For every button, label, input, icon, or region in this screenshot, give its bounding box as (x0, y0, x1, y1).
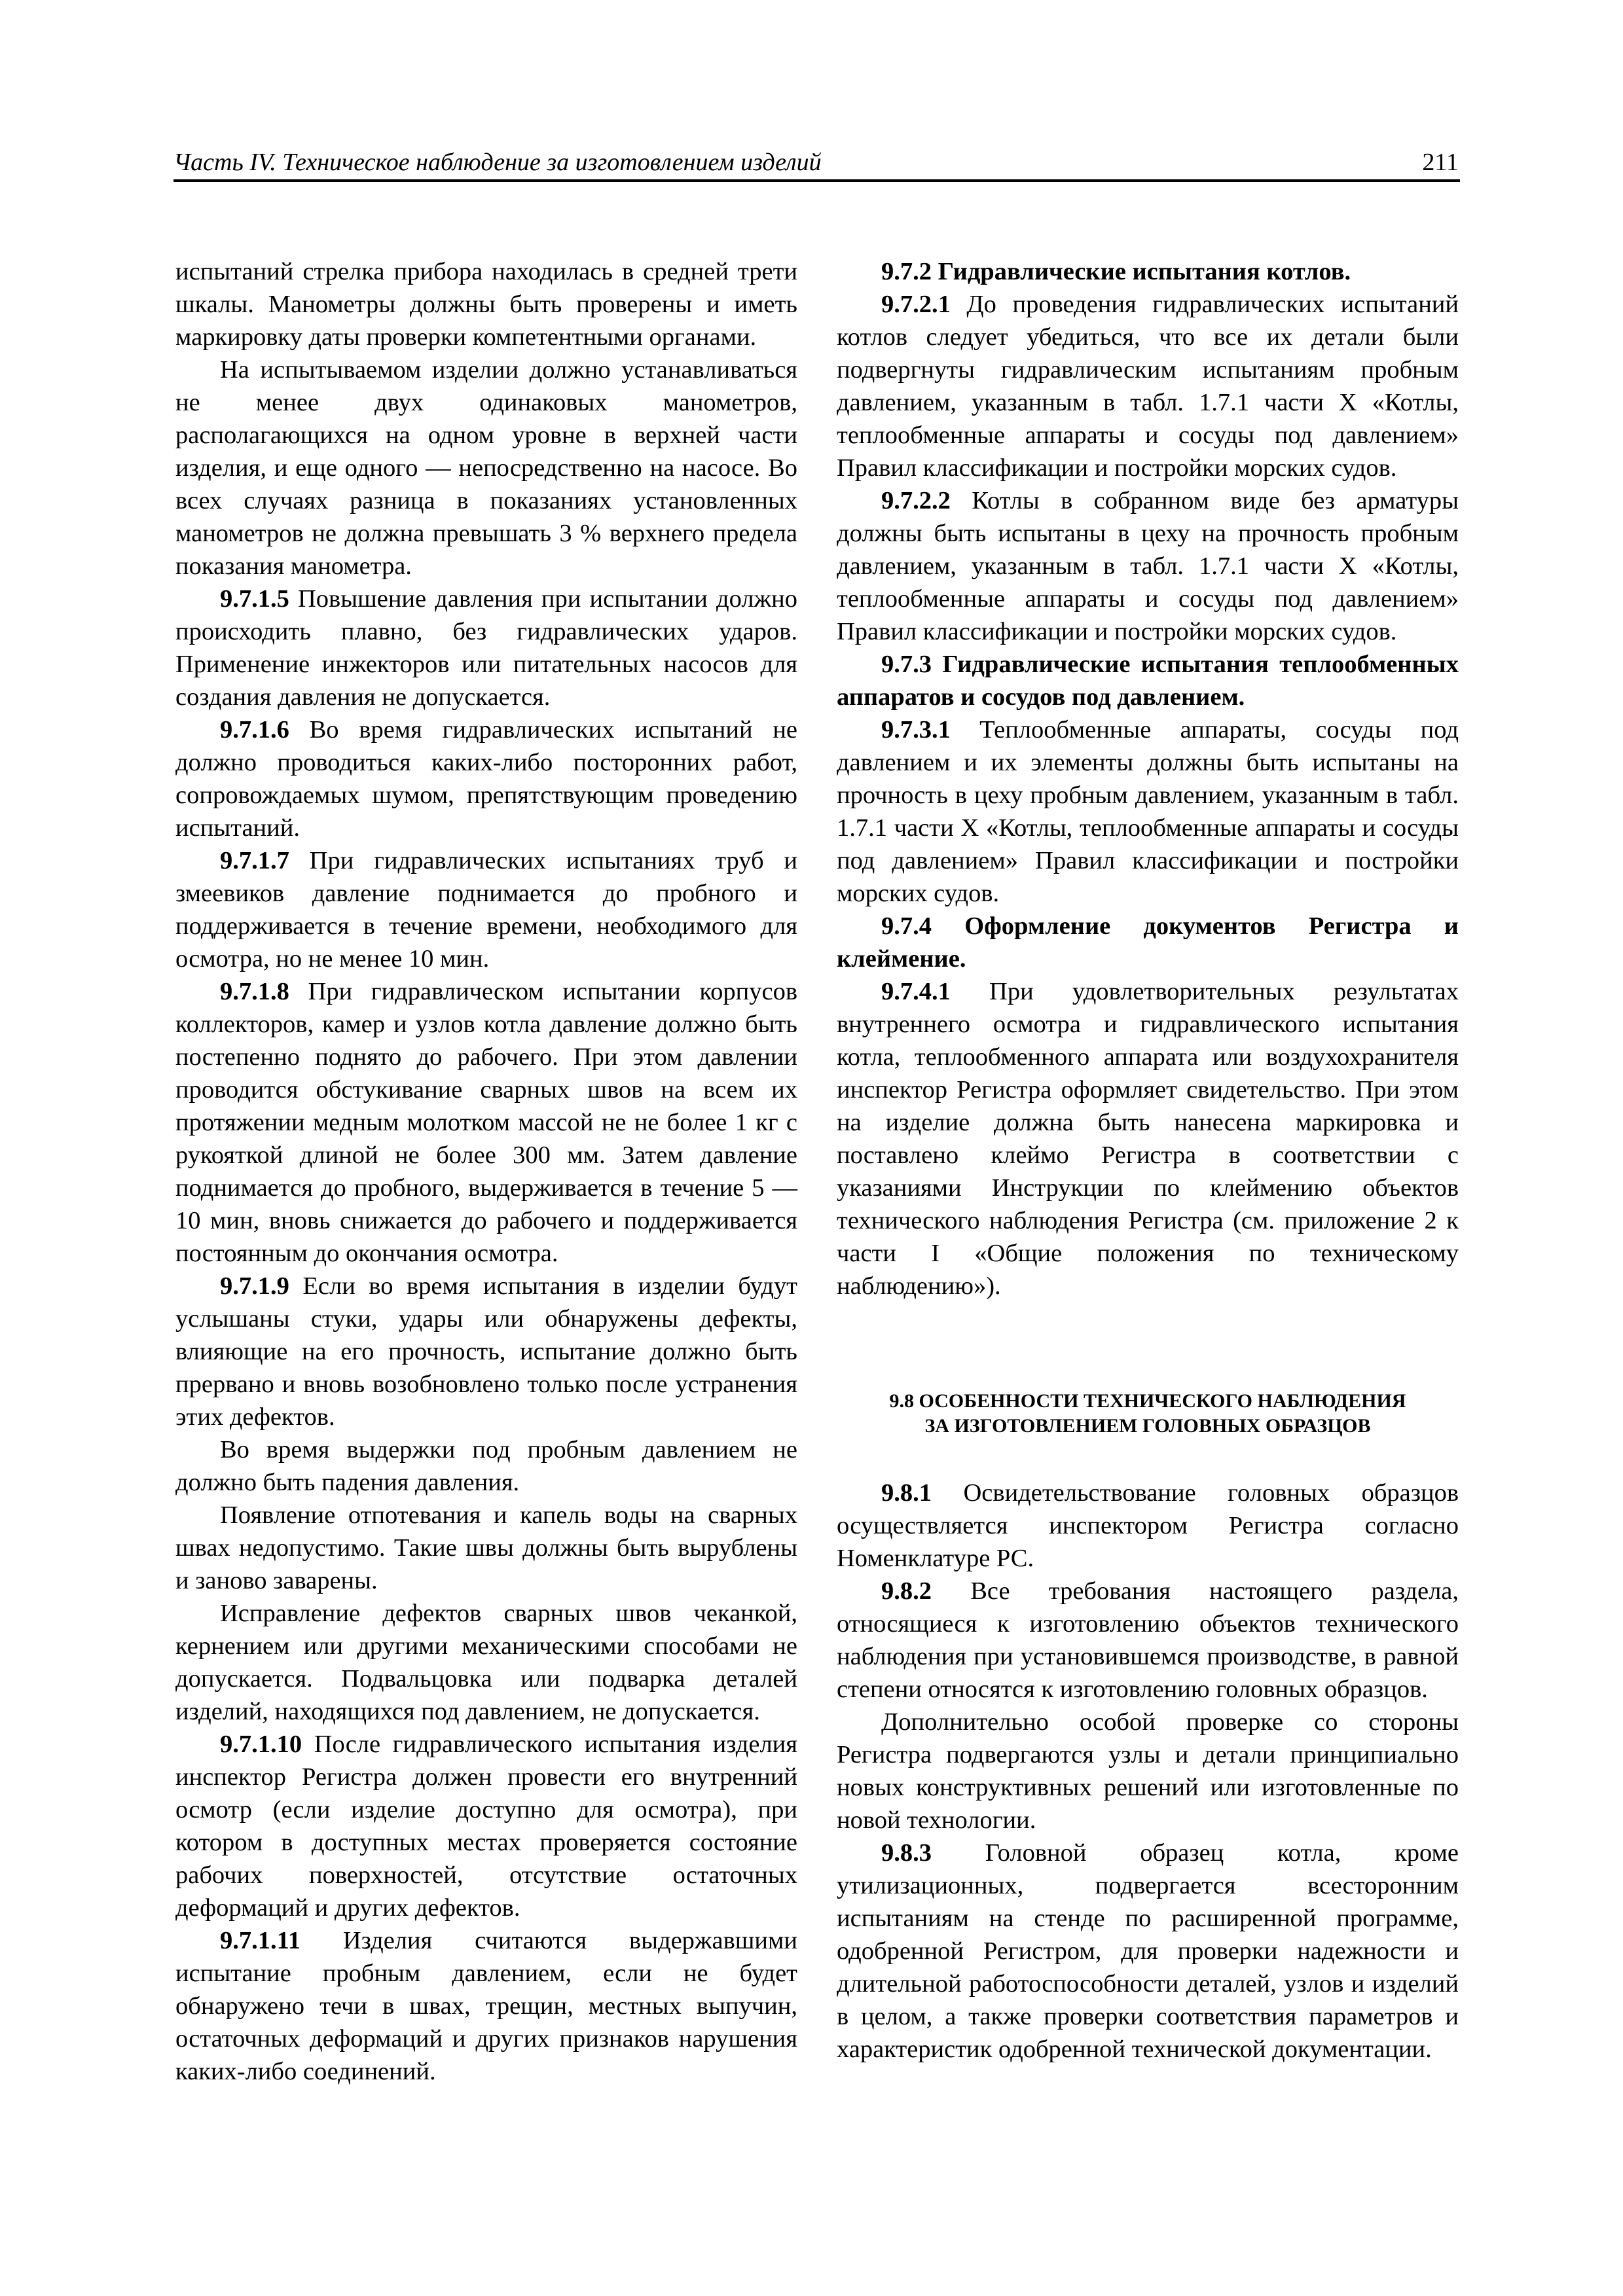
section-heading-line: ЗА ИЗГОТОВЛЕНИЕМ ГОЛОВНЫХ ОБРАЗЦОВ (924, 1415, 1371, 1437)
paragraph-9-7-1-10: 9.7.1.10 После гидравлического испытания изделия инспектор Регистра должен провести его внутренний осмотр (если изделие доступно для осмотра), при котором в доступных местах проверяется состояние рабочих поверхностей, отсутствие остаточных деформаций и других дефектов. (175, 1731, 797, 1922)
page-number: 211 (1422, 149, 1459, 176)
clause-number: 9.8.3 (881, 1839, 932, 1867)
running-header (173, 145, 1460, 182)
left-column (175, 255, 797, 2088)
clause-number: 9.7.1.6 (220, 716, 289, 744)
clause-number: 9.8.2 (881, 1577, 932, 1605)
paragraph: На испытываемом изделии должно устанавливаться не менее двух одинаковых манометров, располагающихся на одном уровне в верхней части изделия, и еще одного — непосредственно на насосе. Во всех случаях разница в показаниях установленных манометров не должна превышать 3 % верхнего предела показания манометра. (175, 356, 797, 580)
paragraph-9-8-2: 9.8.2 Все требования настоящего раздела, относящиеся к изготовлению объектов технического наблюдения при установившемся производстве, в равной степени относятся к изготовлению головных образцов. (837, 1577, 1459, 1703)
paragraph-9-7-1-7: 9.7.1.7 При гидравлических испытаниях труб и змеевиков давление поднимается до пробного и поддерживается в течение времени, необходимого для осмотра, но не менее 10 мин. (175, 847, 797, 973)
paragraph-9-8-1: 9.8.1 Освидетельствование головных образцов осуществляется инспектором Регистра согласно Номенклатуре РС. (837, 1479, 1459, 1572)
clause-number: 9.7.1.8 (220, 978, 289, 1005)
clause-number: 9.7.1.11 (220, 1927, 301, 1954)
clause-number: 9.7.2.2 (881, 487, 951, 514)
header-title: Часть IV. Техническое наблюдение за изготовлением изделий (173, 149, 822, 176)
section-gap (837, 1439, 1459, 1477)
paragraph-9-7-1-6: 9.7.1.6 Во время гидравлических испытаний не должно проводиться каких-либо посторонних работ, сопровождаемых шумом, препятствующим проведению испытаний. (175, 716, 798, 842)
paragraph: испытаний стрелка прибора находилась в средней трети шкалы. Манометры должны быть проверены и иметь маркировку даты проверки компетентными органами. (175, 258, 797, 351)
paragraph-9-7-2-2: 9.7.2.2 Котлы в собранном виде без арматуры должны быть испытаны в цеху на прочность пробным давлением, указанным в табл. 1.7.1 части X «Котлы, теплообменные аппараты и сосуды под давлением» Правил классификации и постройки морских судов. (837, 487, 1459, 645)
clause-number: 9.7.1.5 (220, 585, 289, 613)
clause-number: 9.8.1 (881, 1479, 932, 1507)
paragraph-9-7-1-5: 9.7.1.5 Повышение давления при испытании должно происходить плавно, без гидравлических ударов. Применение инжекторов или питательных насосов для создания давления не допускается. (175, 585, 797, 711)
section-heading-line: 9.8 ОСОБЕННОСТИ ТЕХНИЧЕСКОГО НАБЛЮДЕНИЯ (889, 1390, 1406, 1412)
heading-9-7-4: 9.7.4 Оформление документов Регистра и клеймение. (837, 912, 1459, 973)
clause-number: 9.7.4.1 (881, 978, 951, 1005)
clause-number: 9.7.3.1 (881, 716, 951, 744)
paragraph-9-7-1-11: 9.7.1.11 Изделия считаются выдержавшими испытание пробным давлением, если не будет обнаружено течи в швах, трещин, местных выпучин, остаточных деформаций и других признаков нарушения каких-либо соединений. (175, 1927, 797, 2085)
section-gap (837, 1302, 1459, 1389)
paragraph: Во время выдержки под пробным давлением не должно быть падения давления. (175, 1436, 797, 1496)
paragraph-9-7-1-8: 9.7.1.8 При гидравлическом испытании корпусов коллекторов, камер и узлов котла давление должно быть постепенно поднято до рабочего. При этом давлении проводится обстукивание сварных швов на всем их протяжении медным молотком массой не не более 1 кг с рукояткой длиной не более 300 мм. Затем давление поднимается до пробного, выдерживается в течение 5 — 10 мин, вновь снижается до рабочего и поддерживается постоянным до окончания осмотра. (175, 978, 797, 1267)
clause-number: 9.7.1.9 (220, 1272, 289, 1300)
paragraph: Исправление дефектов сварных швов чеканкой, кернением или другими механическими способами не допускается. Подвальцовка или подварка деталей изделий, находящихся под давлением, не допускается. (175, 1600, 797, 1725)
paragraph-9-7-2-1: 9.7.2.1 До проведения гидравлических испытаний котлов следует убедиться, что все их детали были подвергнуты гидравлическим испытаниям пробным давлением, указанным в табл. 1.7.1 части X «Котлы, теплообменные аппараты и сосуды под давлением» Правил классификации и постройки морских судов. (837, 291, 1459, 482)
section-heading-9-8 (837, 1389, 1459, 1439)
clause-number: 9.7.1.10 (220, 1731, 302, 1758)
paragraph-9-7-1-9: 9.7.1.9 Если во время испытания в изделии будут услышаны стуки, удары или обнаружены дефекты, влияющие на его прочность, испытание должно быть прервано и вновь возобновлено только после устранения этих дефектов. (175, 1272, 797, 1431)
clause-number: 9.7.1.7 (220, 847, 289, 874)
heading-9-7-3: 9.7.3 Гидравлические испытания теплообменных аппаратов и сосудов под давлением. (837, 651, 1459, 711)
right-column (837, 255, 1459, 2066)
paragraph-9-7-4-1: 9.7.4.1 При удовлетворительных результатах внутреннего осмотра и гидравлического испытания котла, теплообменного аппарата или воздухохранителя инспектор Регистра оформляет свидетельство. При этом на изделие должна быть нанесена маркировка и поставлено клеймо Регистра в соответствии с указаниями Инструкции по клеймению объектов технического наблюдения Регистра (см. приложение 2 к части I «Общие положения по техническому наблюдению»). (837, 978, 1459, 1300)
paragraph-9-8-3: 9.8.3 Головной образец котла, кроме утилизационных, подвергается всесторонним испытаниям на стенде по расширенной программе, одобренной Регистром, для проверки надежности и длительной работоспособности деталей, узлов и изделий в целом, а также проверки соответствия параметров и характеристик одобренной технической документации. (837, 1839, 1459, 2063)
clause-number: 9.7.2.1 (881, 291, 951, 318)
paragraph: Дополнительно особой проверке со стороны Регистра подвергаются узлы и детали принципиально новых конструктивных решений или изготовленные по новой технологии. (837, 1708, 1459, 1834)
paragraph: Появление отпотевания и капель воды на сварных швах недопустимо. Такие швы должны быть вырублены и заново заварены. (175, 1501, 797, 1594)
heading-9-7-2: 9.7.2 Гидравлические испытания котлов. (881, 258, 1351, 285)
paragraph-9-7-3-1: 9.7.3.1 Теплообменные аппараты, сосуды под давлением и их элементы должны быть испытаны на прочность в цеху пробным давлением, указанным в табл. 1.7.1 части X «Котлы, теплообменные аппараты и сосуды под давлением» Правил классификации и постройки морских судов. (837, 716, 1459, 907)
